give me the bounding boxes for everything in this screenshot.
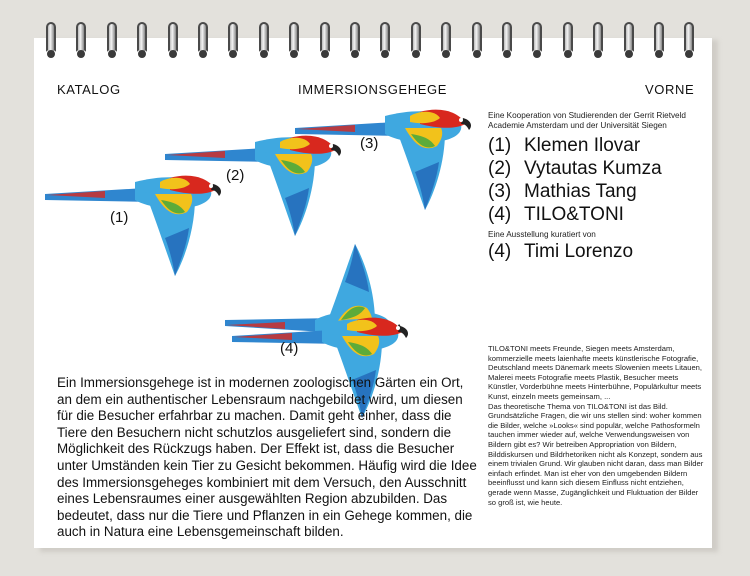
side-text xyxy=(488,344,706,507)
artist-name: Vytautas Kumza xyxy=(524,158,662,179)
bird-label-4: (4) xyxy=(280,340,299,357)
side-paragraph: Das theoretische Thema von TILO&TONI ist das Bild. Grundsätzliche Fragen, die wir uns stellen sind: woher kommen die Bilder, welche »Looks« sind populär, welche Pathosformeln tauchen immer wieder auf, welche Verwendungsweisen von Bildern gibt es? Wir betreiben Appropriation von Bildern, Bilddiskursen und Bildrhetoriken nicht als Konzept, sondern aus einem trivialen Grund. Wir glauben nicht daran, dass man Bilder einfach erfindet. Man ist eher von den umgebenden Bildern beeinflusst und kann sich diesem Einfluss nicht entziehen, gerade wenn Masse, Zugänglichkeit und Fluktuation der Bilder so groß ist, wie heute. xyxy=(488,401,704,507)
bird-label-1: (1) xyxy=(110,209,129,226)
artist-number: (1) xyxy=(488,135,512,156)
parrot-1 xyxy=(45,176,221,276)
curator-number: (4) xyxy=(488,241,512,262)
artist-number: (4) xyxy=(488,204,512,225)
curator-label: Eine Ausstellung kuratiert von xyxy=(488,230,596,239)
artist-number: (2) xyxy=(488,158,512,179)
artist-name: Klemen Ilovar xyxy=(524,135,641,156)
artist-name: Mathias Tang xyxy=(524,181,637,202)
main-text: Ein Immersionsgehege ist in modernen zoologischen Gärten ein Ort, an dem ein authentischer Lebensraum nachgebildet wird, um diesen für die Besucher erfahrbar zu machen. Damit geht einher, dass die Tiere den Besuchern nicht schutzlos ausgeliefert sind, sondern die Möglichkeit des Rückzugs haben. Der Effekt ist, dass die Besucher unter Umständen kein Tier zu Gesicht bekommen. Häufig wird die Idee des Immersionsgeheges kombiniert mit dem Versuch, den Ausschnitt eines Lebensraumes einer ausgewählten Region abzubilden. Das bedeutet, dass nur die Tiere und Pflanzen in ein Gehege kommen, die auch in Natura eine Lebensgemeinschaft bilden. xyxy=(57,375,477,540)
header-center: IMMERSIONSGEHEGE xyxy=(298,82,448,97)
header-right: VORNE xyxy=(645,82,695,97)
curator-name: Timi Lorenzo xyxy=(524,241,634,262)
header-left: KATALOG xyxy=(57,82,121,97)
bird-label-3: (3) xyxy=(360,135,379,152)
artist-name: TILO&TONI xyxy=(524,204,624,225)
cooperation-intro: Eine Kooperation von Studierenden der Gerrit Rietveld Academie Amsterdam und der Universität Siegen xyxy=(488,111,686,130)
side-paragraph: TILO&TONI meets Freunde, Siegen meets Amsterdam, kommerzielle meets laienhafte meets künstlerische Fotografie, Deutschland meets Dänemark meets Slowenien meets Litauen, Malerei meets Fotografie meets Plastik, Besucher meets Künstler, Vorderbühne meets Hinterbühne, Populärkultur meets Kunst, einzeln meets gemeinsam, ... xyxy=(488,344,703,401)
artist-number: (3) xyxy=(488,181,512,202)
bird-label-2: (2) xyxy=(226,167,245,184)
